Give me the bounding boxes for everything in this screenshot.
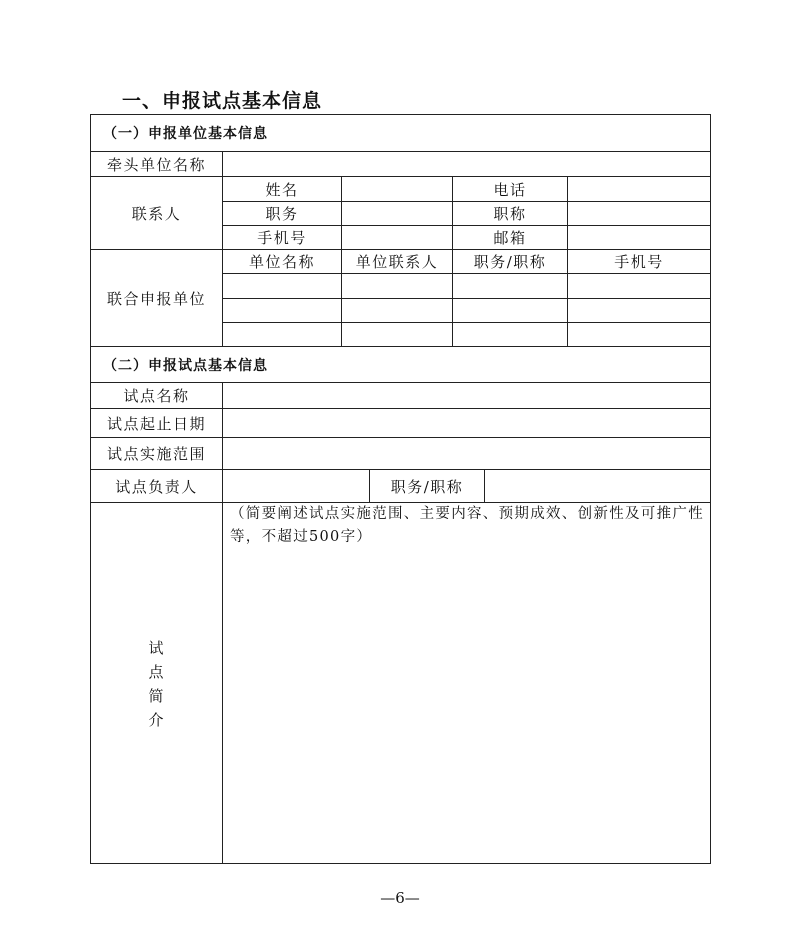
pilot-period-field[interactable] <box>223 409 710 437</box>
joint-row-3-unit-contact[interactable] <box>342 323 452 346</box>
joint-row-3-mobile[interactable] <box>568 323 710 346</box>
contact-email-label: 邮箱 <box>493 229 527 247</box>
joint-row-3-position-title[interactable] <box>453 323 567 346</box>
pilot-leader-title-field[interactable] <box>485 470 710 502</box>
contact-position-label: 职务 <box>265 205 299 223</box>
joint-row-1-unit-contact[interactable] <box>342 274 452 298</box>
contact-position-field[interactable] <box>342 202 452 225</box>
contact-email-field[interactable] <box>568 226 710 249</box>
joint-row-3-unit-name[interactable] <box>223 323 341 346</box>
pilot-intro-label <box>142 636 170 732</box>
lead-unit-label: 牵头单位名称 <box>106 155 206 174</box>
pilot-intro-label-char: 试 <box>148 639 164 657</box>
pilot-leader-field[interactable] <box>223 470 369 502</box>
lead-unit-field[interactable] <box>223 152 710 176</box>
joint-row-2-mobile[interactable] <box>568 299 710 322</box>
pilot-intro-label-char: 介 <box>148 711 164 729</box>
pilot-intro-field[interactable] <box>223 560 710 863</box>
pilot-intro-hint: （简要阐述试点实施范围、主要内容、预期成效、创新性及可推广性等，不超过500字） <box>230 506 704 545</box>
pilot-intro-label-char: 简 <box>148 687 164 705</box>
pilot-leader-title-label: 职务/职称 <box>390 477 464 496</box>
joint-row-2-position-title[interactable] <box>453 299 567 322</box>
contact-mobile-label: 手机号 <box>257 229 307 247</box>
joint-header-unit-contact: 单位联系人 <box>355 253 439 271</box>
pilot-period-label: 试点起止日期 <box>106 414 206 433</box>
page-heading: 一、申报试点基本信息 <box>122 90 323 112</box>
section-title-applicant-info: （一）申报单位基本信息 <box>103 126 268 142</box>
contact-name-field[interactable] <box>342 177 452 201</box>
joint-row-2-unit-name[interactable] <box>223 299 341 322</box>
pilot-name-label: 试点名称 <box>123 387 190 405</box>
joint-header-position-title: 职务/职称 <box>473 253 547 271</box>
joint-row-1-unit-name[interactable] <box>223 274 341 298</box>
contact-name-label: 姓名 <box>265 180 299 199</box>
contact-phone-field[interactable] <box>568 177 710 201</box>
contact-phone-label: 电话 <box>493 180 527 199</box>
contact-title-label: 职称 <box>493 205 527 223</box>
pilot-name-field[interactable] <box>223 383 710 408</box>
pilot-leader-label: 试点负责人 <box>115 477 198 496</box>
joint-row-2-unit-contact[interactable] <box>342 299 452 322</box>
page-number: —6— <box>380 889 420 907</box>
contact-mobile-field[interactable] <box>342 226 452 249</box>
pilot-scope-label: 试点实施范围 <box>106 445 206 463</box>
joint-header-mobile: 手机号 <box>614 253 664 271</box>
joint-row-1-position-title[interactable] <box>453 274 567 298</box>
contact-person-label: 联系人 <box>131 204 182 223</box>
pilot-scope-field[interactable] <box>223 438 710 469</box>
joint-row-1-mobile[interactable] <box>568 274 710 298</box>
joint-header-unit-name: 单位名称 <box>248 253 315 271</box>
contact-title-field[interactable] <box>568 202 710 225</box>
section-title-pilot-info: （二）申报试点基本信息 <box>103 357 268 374</box>
joint-applicant-label: 联合申报单位 <box>106 289 206 308</box>
pilot-intro-label-char: 点 <box>148 663 164 681</box>
